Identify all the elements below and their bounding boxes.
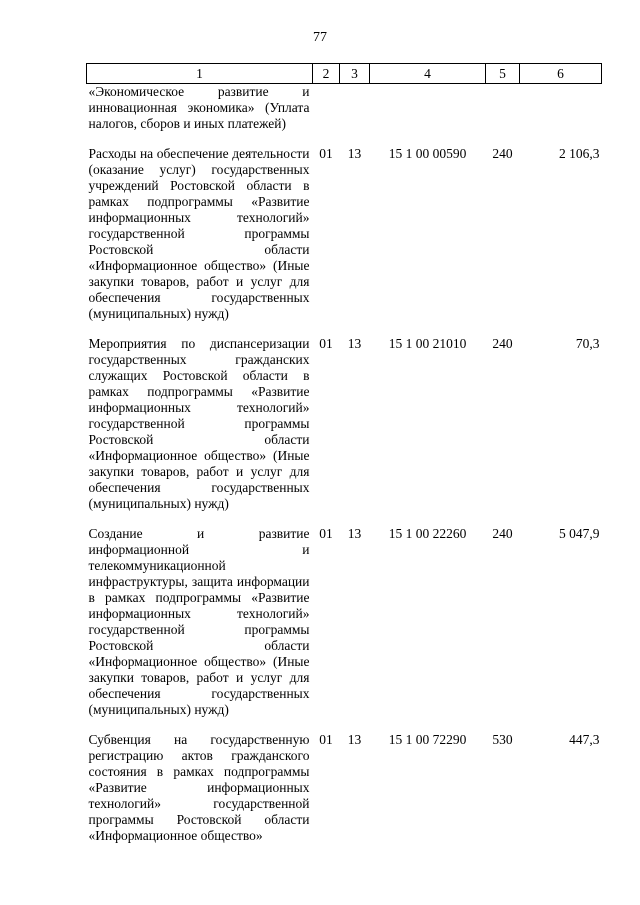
- page-number: 77: [313, 30, 327, 45]
- row-target-code: 15 1 00 21010: [388, 336, 467, 351]
- header-col-2: 2: [313, 64, 340, 84]
- row-section: [313, 84, 340, 147]
- table-row: [87, 526, 602, 732]
- row-expense-type: 530: [492, 732, 513, 747]
- header-col-1: 1: [87, 64, 313, 84]
- budget-table-container: [86, 63, 601, 844]
- row-target-code: [370, 84, 486, 147]
- row-section: 01: [319, 146, 333, 161]
- row-description: «Экономическое развитие и инновационная экономика» (Уплата налогов, сборов и иных платежей): [88, 84, 310, 131]
- row-target-code: 15 1 00 00590: [388, 146, 467, 161]
- header-col-6: 6: [520, 64, 602, 84]
- row-description: Субвенция на государственную регистрацию актов гражданского состояния в рамках подпрограммы «Развитие информационных технологий» государственной программы Ростовской области «Информационное общество»: [88, 732, 310, 843]
- row-subsection: 13: [347, 336, 362, 351]
- table-body: [87, 84, 602, 845]
- row-amount: 447,3: [569, 732, 600, 747]
- row-section: 01: [319, 526, 333, 541]
- row-target-code: 15 1 00 72290: [388, 732, 467, 747]
- row-subsection: 13: [347, 732, 362, 747]
- header-col-3: 3: [340, 64, 370, 84]
- row-expense-type: 240: [492, 336, 513, 351]
- table-row: [87, 146, 602, 336]
- table-header: [87, 64, 602, 84]
- row-target-code: 15 1 00 22260: [388, 526, 467, 541]
- table-row: [87, 732, 602, 844]
- row-expense-type: 240: [492, 526, 513, 541]
- row-amount: 70,3: [575, 336, 600, 351]
- row-section: 01: [319, 732, 333, 747]
- row-amount: 5 047,9: [559, 526, 600, 541]
- header-col-5: 5: [486, 64, 520, 84]
- row-expense-type: [486, 84, 520, 147]
- row-description: Мероприятия по диспансеризации государственных гражданских служащих Ростовской области в рамках подпрограммы «Развитие информационных технологий» государственной программы Ростовской области «Информационное общество» (Иные закупки товаров, работ и услуг для обеспечения государственных (муниципальных) нужд): [88, 336, 310, 511]
- row-amount: 2 106,3: [559, 146, 600, 161]
- row-subsection: 13: [347, 526, 362, 541]
- row-expense-type: 240: [492, 146, 513, 161]
- row-description: Создание и развитие информационной и телекоммуникационной инфраструктуры, защита информации в рамках подпрограммы «Развитие информационных технологий» государственной программы Ростовской области «Информационное общество» (Иные закупки товаров, работ и услуг для обеспечения государственных (муниципальных) нужд): [88, 526, 310, 717]
- row-section: 01: [319, 336, 333, 351]
- table-row: [87, 84, 602, 147]
- row-subsection: 13: [347, 146, 362, 161]
- budget-table: [86, 63, 602, 844]
- row-amount: [520, 84, 602, 147]
- row-description: Расходы на обеспечение деятельности (оказание услуг) государственных учреждений Ростовской области в рамках подпрограммы «Развитие информационных технологий» государственной программы Ростовской области «Информационное общество» (Иные закупки товаров, работ и услуг для обеспечения государственных (муниципальных) нужд): [88, 146, 310, 321]
- row-subsection: [340, 84, 370, 147]
- header-col-4: 4: [370, 64, 486, 84]
- table-row: [87, 336, 602, 526]
